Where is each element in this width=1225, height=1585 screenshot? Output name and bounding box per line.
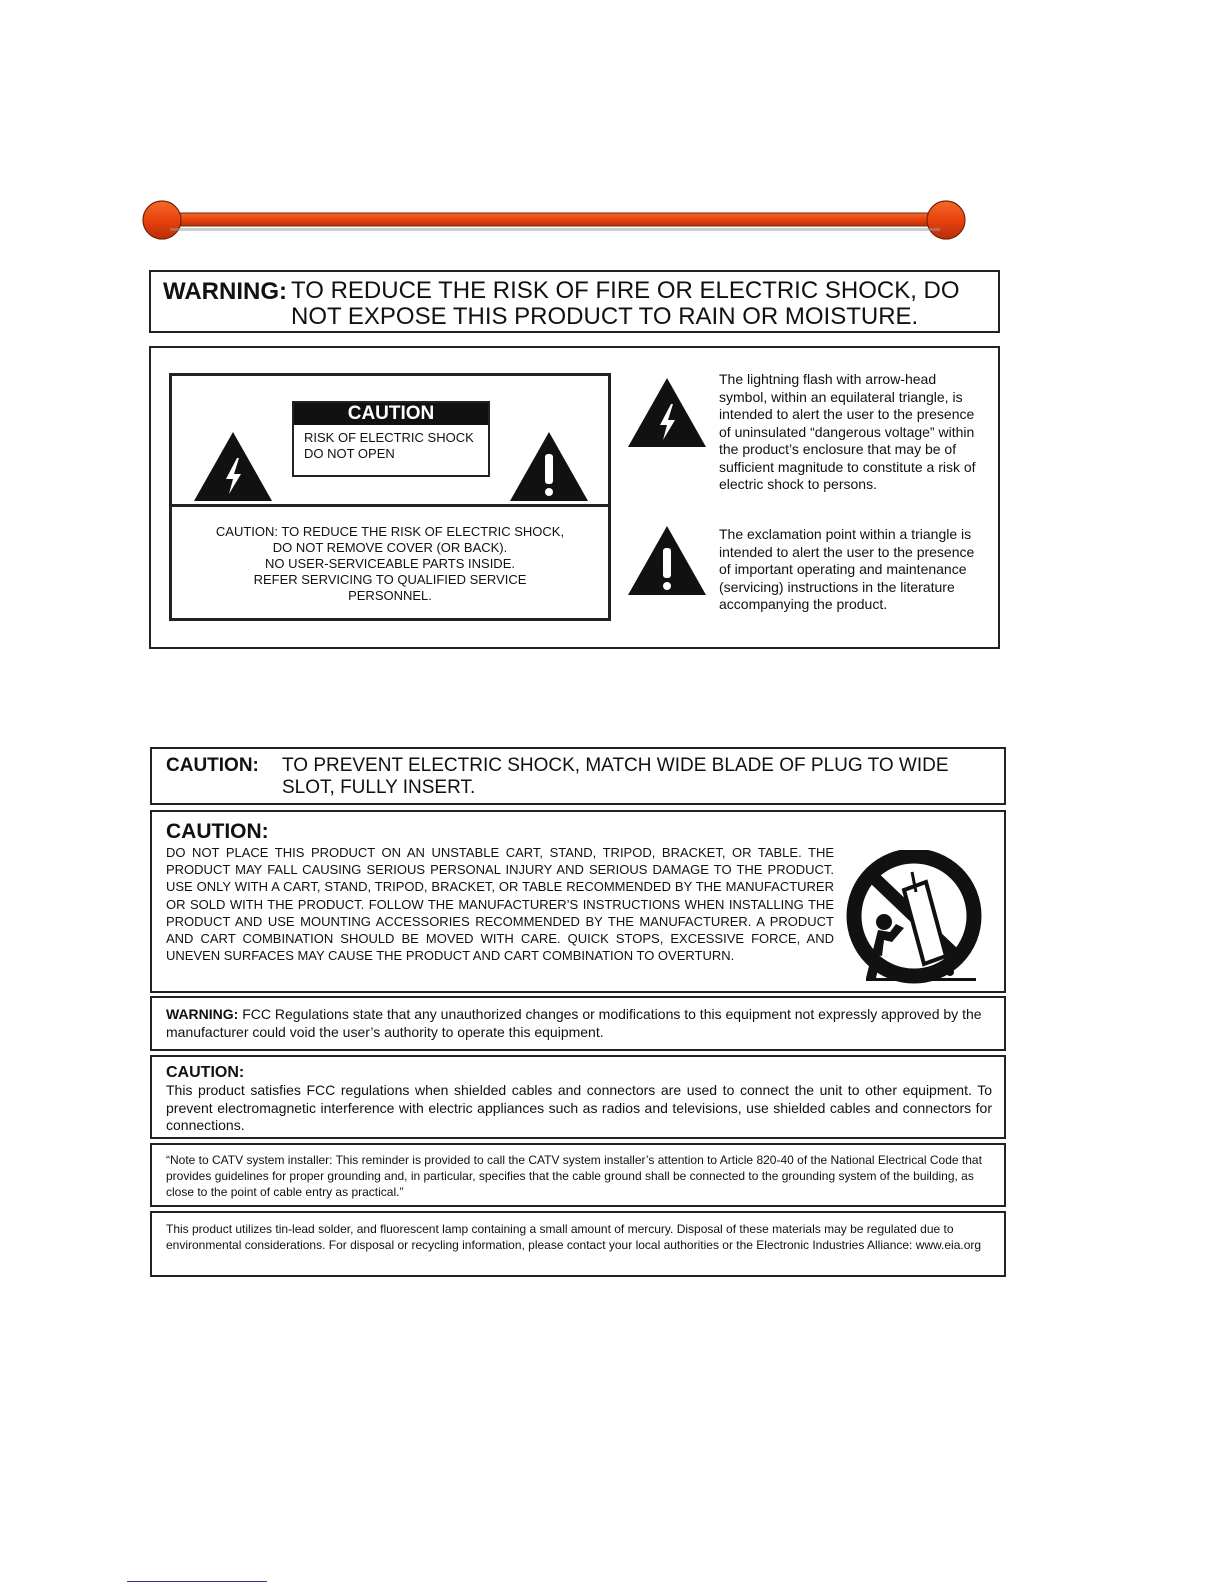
caution-label: CAUTION: — [166, 820, 269, 843]
caution-label-top — [172, 376, 608, 507]
caution-badge-line: RISK OF ELECTRIC SHOCK — [304, 430, 474, 445]
caution-badge-title: CAUTION — [294, 403, 488, 425]
caution-label-line: REFER SERVICING TO QUALIFIED SERVICE — [253, 572, 527, 587]
caution-label-line: NO USER-SERVICEABLE PARTS INSIDE. — [265, 556, 515, 571]
caution-label-line: CAUTION: TO REDUCE THE RISK OF ELECTRIC SHOCK, — [215, 524, 565, 539]
caution-label: CAUTION: — [166, 1064, 245, 1081]
caution-badge — [292, 401, 490, 477]
lightning-triangle-icon — [192, 430, 274, 503]
caution-plug-box — [150, 747, 1006, 805]
warning-text: TO REDUCE THE RISK OF FIRE OR ELECTRIC SHOCK, DO NOT EXPOSE THIS PRODUCT TO RAIN OR MOISTURE. — [291, 277, 960, 330]
caution-text: DO NOT PLACE THIS PRODUCT ON AN UNSTABLE CART, STAND, TRIPOD, BRACKET, OR TABLE. THE PRODUCT MAY FALL CAUSING SERIOUS PERSONAL INJURY AND SERIOUS DAMAGE TO THE PRODUCT. USE ONLY WITH A CART, STAND, TRIPOD, BRACKET, OR TABLE RECOMMENDED BY THE MANUFACTURER OR SOLD WITH THE PRODUCT. FOLLOW THE MANUFACTURER’S INSTRUCTIONS WHEN INSTALLING THE PRODUCT AND USE MOUNTING ACCESSORIES RECOMMENDED BY THE MANUFACTURER. A PRODUCT AND CART COMBINATION SHOULD BE MOVED WITH CARE. QUICK STOPS, EXCESSIVE FORCE, AND UNEVEN SURFACES MAY CAUSE THE PRODUCT AND CART COMBINATION TO OVERTURN. — [166, 845, 834, 964]
footer-rule — [127, 1581, 267, 1582]
warning-label: WARNING: — [166, 1006, 239, 1022]
disposal-note-text: This product utilizes tin-lead solder, and fluorescent lamp containing a small amount of mercury. Disposal of these materials may be regulated due to environmental considerations. For disposal or recycling information, please contact your local authorities or the Electronic Industries Alliance: www.eia.org — [166, 1222, 982, 1252]
warning-fcc-box — [150, 996, 1006, 1051]
catv-note-box — [150, 1143, 1006, 1207]
caution-label: CAUTION: — [166, 755, 259, 776]
caution-label-line: PERSONNEL. — [348, 588, 432, 603]
warning-moisture-box — [149, 270, 1000, 333]
warning-text: FCC Regulations state that any unauthorized changes or modifications to this equipment not expressly approved by the manufacturer could void the user’s authority to operate this equipment. — [166, 1006, 982, 1040]
lightning-triangle-icon — [626, 376, 708, 449]
header-bar — [140, 200, 970, 245]
caution-text: TO PREVENT ELECTRIC SHOCK, MATCH WIDE BLADE OF PLUG TO WIDE SLOT, FULLY INSERT. — [282, 755, 949, 798]
cart-tipover-icon — [846, 850, 982, 986]
exclamation-triangle-icon — [626, 524, 708, 597]
safety-symbols-panel — [149, 346, 1000, 649]
caution-fcc-box — [150, 1055, 1006, 1139]
caution-badge-line: DO NOT OPEN — [304, 446, 395, 461]
exclamation-triangle-icon — [508, 430, 590, 503]
caution-label-bottom — [172, 507, 608, 618]
disposal-note-box — [150, 1211, 1006, 1277]
catv-note-text: “Note to CATV system installer: This reminder is provided to call the CATV system installer’s attention to Article 820-40 of the National Electrical Code that provides guidelines for proper grounding and, in particular, specifies that the cable ground shall be connected to the grounding system of the building, as close to the point of cable entry as practical.” — [166, 1153, 982, 1199]
caution-text: This product satisfies FCC regulations when shielded cables and connectors are used to connect the unit to other equipment. To prevent electromagnetic interference with electric appliances such as radios and televisions, use shielded cables and connectors for connections. — [166, 1082, 992, 1133]
caution-label-line: DO NOT REMOVE COVER (OR BACK). — [272, 540, 508, 555]
warning-label: WARNING: — [163, 278, 287, 305]
lightning-symbol-description: The lightning flash with arrow-head symbol, within an equilateral triangle, is intended to alert the user to the presence of uninsulated “dangerous voltage” within the product’s enclosure that may be of sufficient magnitude to constitute a risk of electric shock to persons. — [719, 371, 976, 492]
caution-label-graphic — [169, 373, 611, 621]
caution-cart-box — [150, 810, 1006, 993]
exclamation-symbol-description: The exclamation point within a triangle is intended to alert the user to the presence of important operating and maintenance (servicing) instructions in the literature accompanying the product. — [719, 526, 975, 612]
